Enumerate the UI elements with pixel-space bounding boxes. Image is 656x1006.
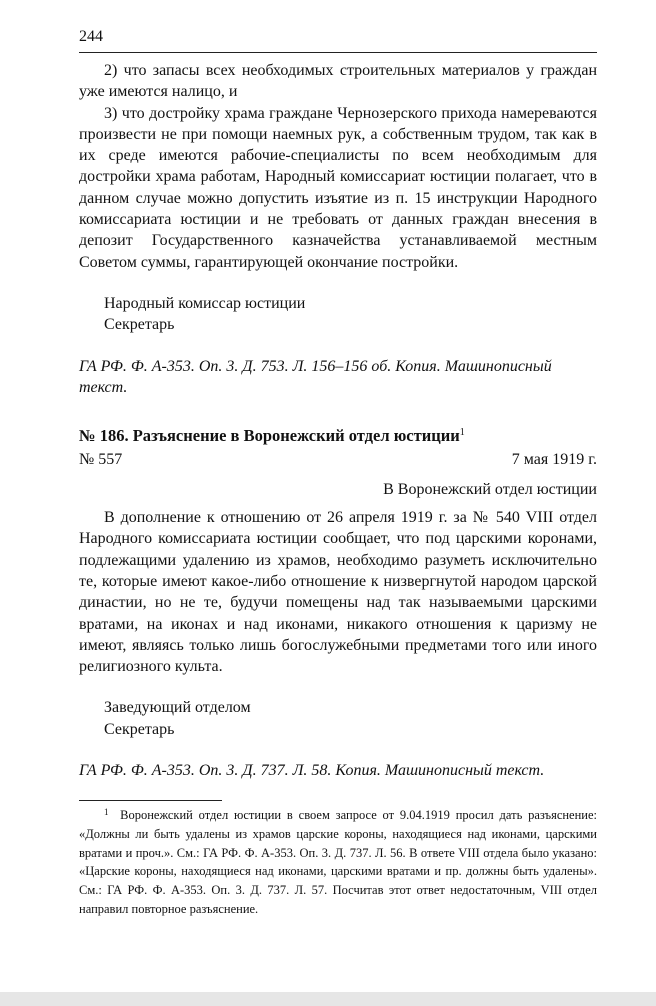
document-title [79,425,597,446]
archive-reference-2: ГА РФ. Ф. А-353. Оп. 3. Д. 737. Л. 58. Копия. Машинописный текст. [79,762,545,780]
document-number: № 557 [79,451,123,469]
signature-line: Заведующий отделом [104,699,251,717]
document-body: В дополнение к отношению от 26 апреля 1919 г. за № 540 VIII отдел Народного комиссариата юстиции сообщает, что под царскими коронами, подлежащими удалению из храмов, необходимо разуметь исключительно те, которые имеют какое-либо отношение к низвергнутой народом царской династии, но не те, будучи помещены над так называемыми царскими вратами, на иконах и над иконами, никакого отношения к царизму не имеют, являясь только лишь богослужебными предметами того или иного религиозного культа. [79,509,597,676]
footnote-item [79,806,597,919]
signature-block-1 [79,293,597,336]
addressee: В Воронежский отдел юстиции [383,480,597,498]
document-date: 7 мая 1919 г. [511,451,597,469]
footnote-marker: 1 [104,807,109,817]
document-meta [79,449,597,470]
header-rule [79,52,597,53]
signature-block-2 [79,697,597,740]
scan-bottom-edge [0,992,656,1006]
footnote-rule [79,800,222,801]
paragraph-item-2: 2) что запасы всех необходимых строительных материалов у граждан уже имеются налицо, и [79,62,597,101]
signature-line: Народный комиссар юстиции [104,294,306,312]
archive-reference-1: ГА РФ. Ф. А-353. Оп. 3. Д. 753. Л. 156–156 об. Копия. Машинописный текст. [79,357,552,396]
document-title-text: № 186. Разъяснение в Воронежский отдел юстиции [79,426,460,446]
signature-line: Секретарь [104,316,175,334]
signature-line: Секретарь [104,720,175,738]
paragraph-item-3: 3) что достройку храма граждане Чернозерского прихода намереваются произвести не при помощи наемных рук, а собственным трудом, так как в их среде имеются рабочие-специалисты по всем необходимым для достройки храма работам, Народный комиссариат юстиции полагает, что в данном случае можно допустить изъятие из п. 15 инструкции Народного комиссариата юстиции и не требовать от данных граждан внесения в депозит Государственного казначейства устанавливаемой местным Советом суммы, гарантирующей окончание постройки. [79,104,597,271]
main-text [79,60,597,781]
page-number: 244 [79,28,103,45]
footnote-ref[interactable]: 1 [459,427,465,439]
footnotes [79,806,597,919]
footnote-text: Воронежский отдел юстиции в своем запросе от 9.04.1919 просил дать разъяснение: «Должны ли быть удалены из храмов царские короны, находящиеся над иконами, царскими вратами и проч.». См.: ГА РФ. Ф. А-353. Оп. 3. Д. 737. Л. 56. В ответе VIII отдела было указано: «Царские короны, находящиеся над иконами, царскими вратами и пр. должны быть удалены». См.: ГА РФ. Ф. А-353. Оп. 3. Д. 737. Л. 57. Посчитав этот ответ недостаточным, VIII отдел направил повторное разъяснение. [79,808,597,916]
